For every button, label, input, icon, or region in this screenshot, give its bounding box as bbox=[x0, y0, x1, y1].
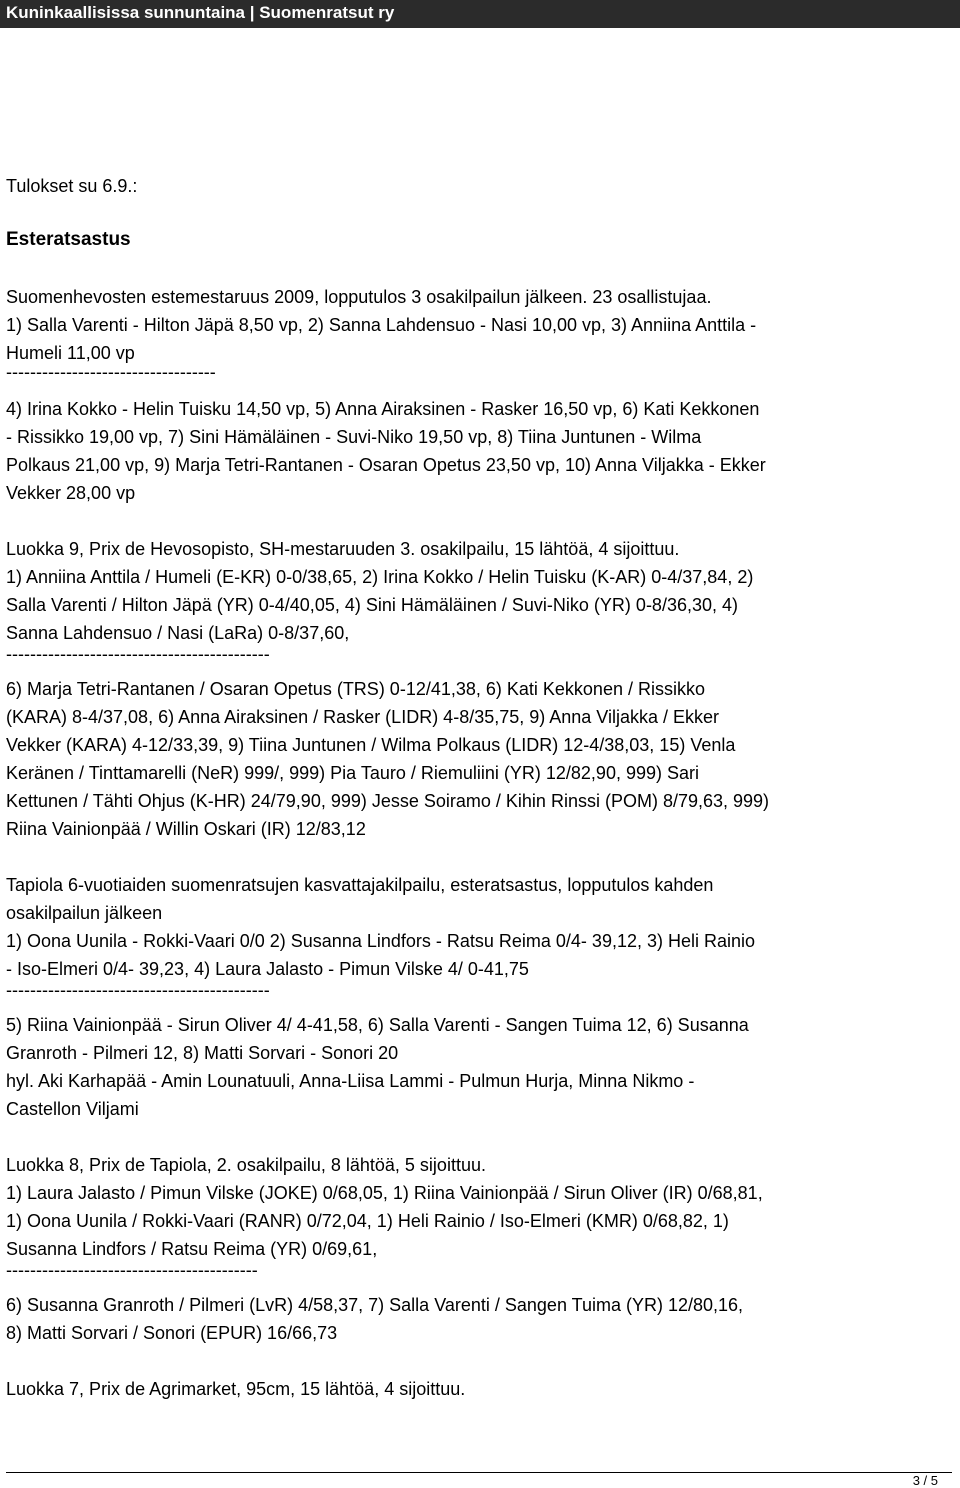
text-line: Riina Vainionpää / Willin Oskari (IR) 12/83,12 bbox=[6, 819, 366, 839]
text-line: Granroth - Pilmeri 12, 8) Matti Sorvari - Sonori 20 bbox=[6, 1043, 399, 1063]
class-heading: Luokka 7, Prix de Agrimarket, 95cm, 15 lähtöä, 4 sijoittuu. bbox=[6, 1379, 466, 1399]
results-date-line: Tulokset su 6.9.: bbox=[6, 176, 138, 196]
header-bar bbox=[0, 0, 960, 28]
text-line: Polkaus 21,00 vp, 9) Marja Tetri-Rantanen - Osaran Opetus 23,50 vp, 10) Anna Viljakka - Ekker bbox=[6, 455, 766, 475]
footer-divider bbox=[6, 1472, 952, 1473]
class-heading: Luokka 9, Prix de Hevosopisto, SH-mestaruuden 3. osakilpailu, 15 lähtöä, 4 sijoittuu. bbox=[6, 539, 680, 559]
text-line: 1) Anniina Anttila / Humeli (E-KR) 0-0/38,65, 2) Irina Kokko / Helin Tuisku (K-AR) 0-4/37,84, 2) bbox=[6, 567, 754, 587]
page-header-title: Kuninkaallisissa sunnuntaina | Suomenratsut ry bbox=[6, 3, 395, 22]
text-line: Kettunen / Tähti Ohjus (K-HR) 24/79,90, 999) Jesse Soiramo / Kihin Rinssi (POM) 8/79,63, 999) bbox=[6, 791, 770, 811]
separator-line: ------------------------------------------ bbox=[6, 1260, 258, 1280]
separator-line: ----------------------------------- bbox=[6, 362, 216, 382]
text-line: - Iso-Elmeri 0/4- 39,23, 4) Laura Jalasto - Pimun Vilske 4/ 0-41,75 bbox=[6, 959, 529, 979]
text-line: Vekker (KARA) 4-12/33,39, 9) Tiina Juntunen / Wilma Polkaus (LIDR) 12-4/38,03, 15) Venla bbox=[6, 735, 736, 755]
text-line: 1) Oona Uunila - Rokki-Vaari 0/0 2) Susanna Lindfors - Ratsu Reima 0/4- 39,12, 3) Heli Rainio bbox=[6, 931, 756, 951]
text-line: 1) Oona Uunila / Rokki-Vaari (RANR) 0/72,04, 1) Heli Rainio / Iso-Elmeri (KMR) 0/68,82, 1) bbox=[6, 1211, 729, 1231]
text-line: Keränen / Tinttamarelli (NeR) 999/, 999) Pia Tauro / Riemuliini (YR) 12/82,90, 999) Sari bbox=[6, 763, 699, 783]
text-line: 5) Riina Vainionpää - Sirun Oliver 4/ 4-41,58, 6) Salla Varenti - Sangen Tuima 12, 6) Susanna bbox=[6, 1015, 749, 1035]
text-line: Vekker 28,00 vp bbox=[6, 483, 136, 503]
text-line: 8) Matti Sorvari / Sonori (EPUR) 16/66,73 bbox=[6, 1323, 338, 1343]
text-line: 6) Susanna Granroth / Pilmeri (LvR) 4/58,37, 7) Salla Varenti / Sangen Tuima (YR) 12/80,16, bbox=[6, 1295, 744, 1315]
text-line: 1) Salla Varenti - Hilton Jäpä 8,50 vp, 2) Sanna Lahdensuo - Nasi 10,00 vp, 3) Anniina Anttila - bbox=[6, 315, 757, 335]
text-line: Sanna Lahdensuo / Nasi (LaRa) 0-8/37,60, bbox=[6, 623, 350, 643]
text-line: 6) Marja Tetri-Rantanen / Osaran Opetus (TRS) 0-12/41,38, 6) Kati Kekkonen / Rissikko bbox=[6, 679, 705, 699]
text-line: - Rissikko 19,00 vp, 7) Sini Hämäläinen - Suvi-Niko 19,50 vp, 8) Tiina Juntunen - Wilma bbox=[6, 427, 702, 447]
text-line: 4) Irina Kokko - Helin Tuisku 14,50 vp, 5) Anna Airaksinen - Rasker 16,50 vp, 6) Kati Kekkonen bbox=[6, 399, 760, 419]
text-line: 1) Laura Jalasto / Pimun Vilske (JOKE) 0/68,05, 1) Riina Vainionpää / Sirun Oliver (IR) 0/68,81, bbox=[6, 1183, 763, 1203]
text-line: Suomenhevosten estemestaruus 2009, lopputulos 3 osakilpailun jälkeen. 23 osallistujaa. bbox=[6, 287, 712, 307]
section-heading: Esteratsastus bbox=[6, 229, 131, 250]
text-line: hyl. Aki Karhapää - Amin Lounatuuli, Anna-Liisa Lammi - Pulmun Hurja, Minna Nikmo - bbox=[6, 1071, 695, 1091]
text-line: Castellon Viljami bbox=[6, 1099, 139, 1119]
text-line: Salla Varenti / Hilton Jäpä (YR) 0-4/40,05, 4) Sini Hämäläinen / Suvi-Niko (YR) 0-8/36,30, 4) bbox=[6, 595, 738, 615]
class-heading: Luokka 8, Prix de Tapiola, 2. osakilpailu, 8 lähtöä, 5 sijoittuu. bbox=[6, 1155, 486, 1175]
separator-line: -------------------------------------------- bbox=[6, 980, 270, 1000]
text-line: (KARA) 8-4/37,08, 6) Anna Airaksinen / Rasker (LIDR) 4-8/35,75, 9) Anna Viljakka / Ekker bbox=[6, 707, 720, 727]
class-heading: Tapiola 6-vuotiaiden suomenratsujen kasvattajakilpailu, esteratsastus, lopputulos kahden bbox=[6, 875, 714, 895]
separator-line: -------------------------------------------- bbox=[6, 644, 270, 664]
text-line: Humeli 11,00 vp bbox=[6, 343, 135, 363]
text-line: osakilpailun jälkeen bbox=[6, 903, 163, 923]
page-number: 3 / 5 bbox=[912, 1473, 938, 1488]
text-line: Susanna Lindfors / Ratsu Reima (YR) 0/69,61, bbox=[6, 1239, 378, 1259]
